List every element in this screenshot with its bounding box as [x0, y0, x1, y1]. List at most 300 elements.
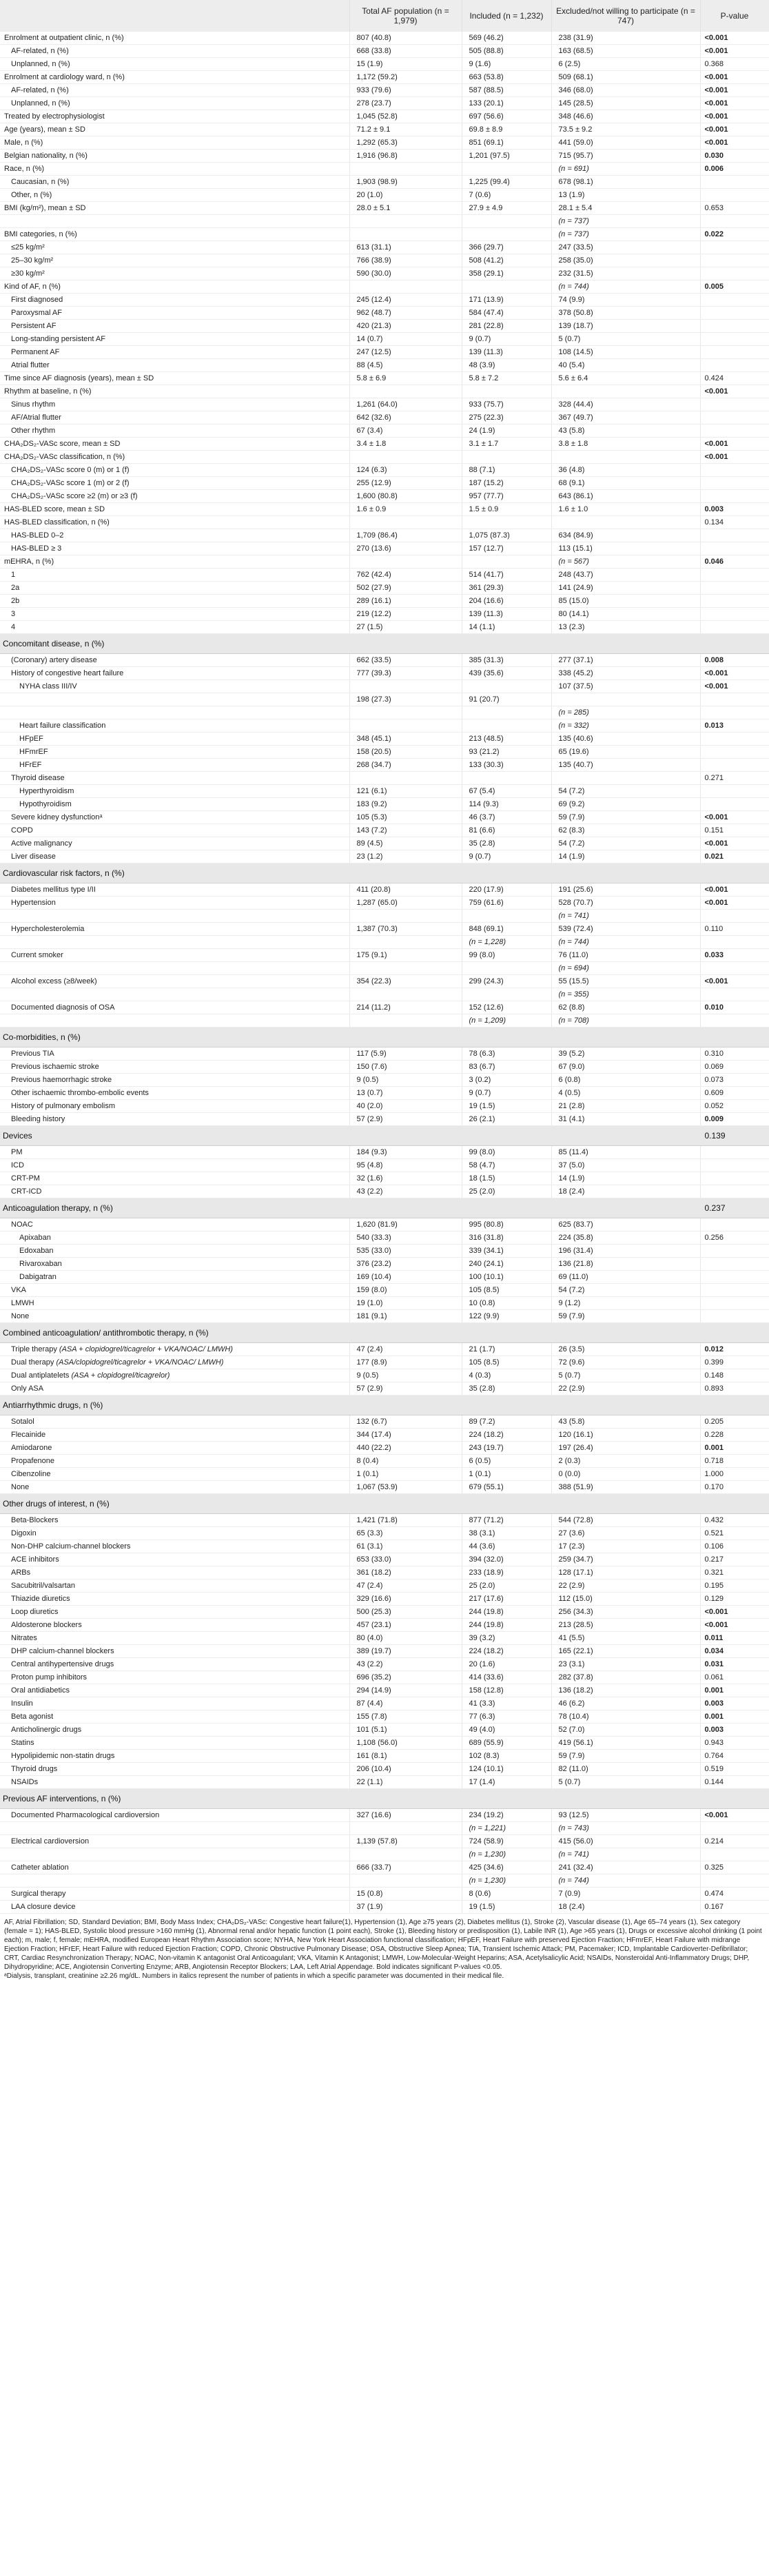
row-label [0, 1684, 349, 1697]
cell-p-value [700, 1271, 769, 1284]
row-label-text: CHA₂DS₂-VASc score 0 (m) or 1 (f) [11, 465, 130, 474]
cell-excluded: 277 (37.1) [551, 654, 700, 667]
cell-total: 121 (6.1) [349, 785, 462, 798]
table-row [0, 150, 769, 163]
cell-p-value: 0.432 [700, 1514, 769, 1527]
row-label-text: Current smoker [11, 950, 63, 959]
row-label-text: Previous TIA [11, 1049, 54, 1058]
table-row [0, 1271, 769, 1284]
cell-excluded: 128 (17.1) [551, 1566, 700, 1580]
table-row [0, 176, 769, 189]
cell-included: 157 (12.7) [462, 542, 551, 555]
cell-p-value: <0.001 [700, 837, 769, 850]
table-row [0, 477, 769, 490]
table-row [0, 1809, 769, 1822]
table-row [0, 97, 769, 110]
cell-excluded: 346 (68.0) [551, 84, 700, 97]
row-label-text: 1 [11, 570, 16, 579]
cell-p-value [700, 693, 769, 706]
row-label [0, 1809, 349, 1822]
cell-total: 535 (33.0) [349, 1245, 462, 1258]
cell-p-value: <0.001 [700, 811, 769, 824]
row-label-text: ICD [11, 1161, 24, 1169]
table-row [0, 1527, 769, 1540]
cell-excluded: 5 (0.7) [551, 1776, 700, 1789]
cell-excluded: 62 (8.8) [551, 1001, 700, 1014]
cell-included: 385 (31.3) [462, 654, 551, 667]
row-label [0, 464, 349, 477]
cell-p-value: 0.217 [700, 1553, 769, 1566]
cell-included: 48 (3.9) [462, 359, 551, 372]
row-label-text: Heart failure classification [19, 721, 106, 730]
cell-included: 100 (10.1) [462, 1271, 551, 1284]
section-p-value [700, 863, 769, 883]
cell-total: 40 (2.0) [349, 1100, 462, 1113]
cell-total: 161 (8.1) [349, 1750, 462, 1763]
cell-included: 44 (3.6) [462, 1540, 551, 1553]
row-label-text: Sinus rhythm [11, 400, 56, 409]
table-row [0, 988, 769, 1001]
cell-total: 1,045 (52.8) [349, 110, 462, 123]
cell-excluded: 54 (7.2) [551, 785, 700, 798]
cell-total: 502 (27.9) [349, 582, 462, 595]
cell-total: 158 (20.5) [349, 746, 462, 759]
cell-total: 155 (7.8) [349, 1710, 462, 1724]
cell-total [349, 962, 462, 975]
section-title: Antiarrhythmic drugs, n (%) [0, 1396, 700, 1415]
table-row [0, 1100, 769, 1113]
cell-total: 662 (33.5) [349, 654, 462, 667]
table-row [0, 464, 769, 477]
cell-excluded: 108 (14.5) [551, 346, 700, 359]
row-label [0, 785, 349, 798]
cell-total [349, 555, 462, 569]
row-label-text: 4 [11, 622, 16, 631]
table-row [0, 1113, 769, 1126]
table-row [0, 1146, 769, 1159]
cell-included: 851 (69.1) [462, 136, 551, 150]
cell-p-value [700, 477, 769, 490]
table-row [0, 451, 769, 464]
cell-included: 8 (0.6) [462, 1888, 551, 1901]
row-label [0, 1619, 349, 1632]
cell-included: 41 (3.3) [462, 1697, 551, 1710]
cell-p-value [700, 621, 769, 634]
row-label-text: LAA closure device [11, 1902, 76, 1911]
cell-total: 219 (12.2) [349, 608, 462, 621]
row-label [0, 372, 349, 385]
cell-total [349, 910, 462, 923]
row-label [0, 228, 349, 241]
cell-p-value: 0.110 [700, 923, 769, 936]
table-body [0, 32, 769, 1914]
cell-p-value [700, 1848, 769, 1861]
cell-included: 49 (4.0) [462, 1724, 551, 1737]
table-row [0, 71, 769, 84]
row-label-text: Flecainide [11, 1430, 46, 1439]
table-row [0, 136, 769, 150]
row-label [0, 1514, 349, 1527]
cell-p-value: <0.001 [700, 71, 769, 84]
cell-p-value: 0.005 [700, 280, 769, 294]
table-row [0, 333, 769, 346]
cell-included: 77 (6.3) [462, 1710, 551, 1724]
table-row [0, 1724, 769, 1737]
row-label-text: Documented Pharmacological cardioversion [11, 1810, 160, 1819]
table-row [0, 582, 769, 595]
cell-included: 584 (47.4) [462, 307, 551, 320]
row-label-text: VKA [11, 1285, 27, 1294]
cell-included: 88 (7.1) [462, 464, 551, 477]
cell-included: 24 (1.9) [462, 425, 551, 438]
table-row [0, 1645, 769, 1658]
cell-excluded: 78 (10.4) [551, 1710, 700, 1724]
cell-total [349, 451, 462, 464]
row-label [0, 97, 349, 110]
cell-included: 224 (18.2) [462, 1645, 551, 1658]
table-row [0, 897, 769, 910]
cell-p-value [700, 1146, 769, 1159]
row-label [0, 307, 349, 320]
cell-total [349, 1874, 462, 1888]
cell-p-value: 0.424 [700, 372, 769, 385]
header-label [0, 0, 349, 32]
row-label [0, 1297, 349, 1310]
cell-excluded: 22 (2.9) [551, 1580, 700, 1593]
row-label [0, 811, 349, 824]
row-label [0, 1861, 349, 1874]
section-header-row [0, 1028, 769, 1047]
row-label [0, 975, 349, 988]
table-row [0, 32, 769, 45]
cell-included: 122 (9.9) [462, 1310, 551, 1323]
cell-total: 22 (1.1) [349, 1776, 462, 1789]
cell-total: 13 (0.7) [349, 1087, 462, 1100]
row-label [0, 582, 349, 595]
cell-included [462, 719, 551, 733]
cell-included: 425 (34.6) [462, 1861, 551, 1874]
cell-excluded: 135 (40.6) [551, 733, 700, 746]
cell-included: 19 (1.5) [462, 1100, 551, 1113]
row-label-text: CRT-ICD [11, 1187, 42, 1196]
cell-p-value [700, 1310, 769, 1323]
section-title: Combined anticoagulation/ antithrombotic therapy, n (%) [0, 1323, 700, 1343]
cell-excluded: 113 (15.1) [551, 542, 700, 555]
row-label [0, 189, 349, 202]
row-label-text: Caucasian, n (%) [11, 177, 70, 186]
cell-included: 366 (29.7) [462, 241, 551, 254]
row-label [0, 1566, 349, 1580]
row-label-text: Catheter ablation [11, 1863, 69, 1872]
cell-p-value: 0.052 [700, 1100, 769, 1113]
cell-excluded: 80 (14.1) [551, 608, 700, 621]
cell-included: 240 (24.1) [462, 1258, 551, 1271]
cell-p-value: <0.001 [700, 438, 769, 451]
cell-included: 83 (6.7) [462, 1061, 551, 1074]
row-label [0, 555, 349, 569]
table-row [0, 490, 769, 503]
cell-included: 35 (2.8) [462, 837, 551, 850]
cell-p-value [700, 1245, 769, 1258]
row-label [0, 608, 349, 621]
cell-included [462, 706, 551, 719]
cell-total: 43 (2.2) [349, 1185, 462, 1198]
footnote-abbreviations: AF, Atrial Fibrillation; SD, Standard Deviation; BMI, Body Mass Index; CHA₂DS₂-VASc: Congestive heart failure(1), Hypertension (1), Age ≥75 years (2), Diabetes mellitus (1), Stroke (2), Vascular disease (1), Age 65–74 years (1), Sex category (female = 1); HAS-BLED, Systolic blood pressure >160 mmHg (1), Abnormal renal and/or hepatic function (1 point each), Stroke (1), Bleeding history or predisposition (1), Labile INR (1), Age >65 years (1), Drugs or excessive alcohol drinking (1 point each); m, male; f, female; mEHRA, modified European Heart Rhythm Association score; NYHA, New York Heart Association functional classification; HFpEF, Heart Failure with preserved Ejection Fraction; HFmrEF, Heart Failure with midrange Ejection Fraction; HFrEF, Heart Failure with reduced Ejection Fraction; COPD, Chronic Obstructive Pulmonary Disease; OSA, Obstructive Sleep Apnea; TIA, Transient Ischemic Attack; PM, Pacemaker; ICD, Implantable Cardioverter-Defibrillator; CRT, Cardiac Resynchronization Therapy; NOAC, Non-vitamin K antagonist Oral Anticoagulant; VKA, Vitamin K Antagonist; LMWH, Low-Molecular-Weight Heparins; ASA, Acetylsalicylic Acid; NSAIDs, Nonsteroidal Anti-Inflammatory Drugs; DHP, Dihydropyridine; ACE, Angiotensin Converting Enzyme; ARB, Angiotensin Receptor Blockers; LAA, Left Atrial Appendage. Bold indicates significant P-values <0.05. [4, 1919, 762, 1971]
table-row [0, 608, 769, 621]
cell-p-value: 0.521 [700, 1527, 769, 1540]
row-label-text: Beta agonist [11, 1712, 54, 1721]
cell-excluded: 41 (5.5) [551, 1632, 700, 1645]
row-label [0, 1468, 349, 1481]
table-row [0, 1468, 769, 1481]
cell-excluded: (n = 355) [551, 988, 700, 1001]
cell-included: 1,075 (87.3) [462, 529, 551, 542]
cell-included: 69.8 ± 8.9 [462, 123, 551, 136]
row-label [0, 1822, 349, 1835]
cell-total: 696 (35.2) [349, 1671, 462, 1684]
row-label [0, 569, 349, 582]
cell-excluded: 21 (2.8) [551, 1100, 700, 1113]
cell-included: 5.8 ± 7.2 [462, 372, 551, 385]
row-label-text: Hypolipidemic non-statin drugs [11, 1751, 115, 1760]
row-label-text: Thyroid drugs [11, 1764, 58, 1773]
row-label-text: Previous haemorrhagic stroke [11, 1075, 112, 1084]
row-label [0, 1271, 349, 1284]
row-label-text: mEHRA, n (%) [4, 557, 54, 566]
cell-total: 15 (0.8) [349, 1888, 462, 1901]
cell-excluded: 37 (5.0) [551, 1159, 700, 1172]
table-row [0, 693, 769, 706]
cell-p-value: 0.106 [700, 1540, 769, 1553]
cell-total [349, 385, 462, 398]
cell-p-value: 0.205 [700, 1415, 769, 1429]
cell-excluded: 388 (51.9) [551, 1481, 700, 1494]
cell-included: 91 (20.7) [462, 693, 551, 706]
cell-excluded: 634 (84.9) [551, 529, 700, 542]
table-row [0, 1553, 769, 1566]
cell-total: 1,067 (53.9) [349, 1481, 462, 1494]
cell-p-value [700, 785, 769, 798]
cell-included [462, 772, 551, 785]
row-label [0, 1343, 349, 1356]
cell-p-value [700, 333, 769, 346]
cell-total: 270 (13.6) [349, 542, 462, 555]
cell-p-value: <0.001 [700, 136, 769, 150]
cell-excluded: 59 (7.9) [551, 811, 700, 824]
cell-total: 88 (4.5) [349, 359, 462, 372]
row-label [0, 1901, 349, 1914]
table-row [0, 811, 769, 824]
cell-excluded: 539 (72.4) [551, 923, 700, 936]
cell-total: 327 (16.6) [349, 1809, 462, 1822]
table-row [0, 228, 769, 241]
cell-included: 1.5 ± 0.9 [462, 503, 551, 516]
cell-total: 762 (42.4) [349, 569, 462, 582]
cell-excluded: 256 (34.3) [551, 1606, 700, 1619]
row-label [0, 733, 349, 746]
row-label [0, 490, 349, 503]
cell-excluded: 282 (37.8) [551, 1671, 700, 1684]
table-row [0, 1606, 769, 1619]
cell-total [349, 516, 462, 529]
cell-included: 514 (41.7) [462, 569, 551, 582]
cell-p-value: 0.943 [700, 1737, 769, 1750]
row-label-text: Oral antidiabetics [11, 1686, 70, 1695]
cell-included: 19 (1.5) [462, 1901, 551, 1914]
cell-p-value [700, 1218, 769, 1231]
row-label-text: CHA₂DS₂-VASc score 1 (m) or 2 (f) [11, 478, 130, 487]
cell-excluded: 76 (11.0) [551, 949, 700, 962]
cell-excluded: 544 (72.8) [551, 1514, 700, 1527]
cell-p-value: 0.195 [700, 1580, 769, 1593]
row-label-text: AF-related, n (%) [11, 46, 69, 55]
cell-total: 124 (6.3) [349, 464, 462, 477]
cell-included: 224 (18.2) [462, 1429, 551, 1442]
cell-total [349, 1014, 462, 1028]
row-label-text: Only ASA [11, 1384, 44, 1393]
row-label [0, 1776, 349, 1789]
row-label-text: Alcohol excess (≥8/week) [11, 977, 97, 985]
table-row [0, 280, 769, 294]
cell-p-value: 0.030 [700, 150, 769, 163]
row-label-text: HAS-BLED ≥ 3 [11, 544, 62, 553]
cell-included: 39 (3.2) [462, 1632, 551, 1645]
cell-included: 724 (58.9) [462, 1835, 551, 1848]
cell-included: 1 (0.1) [462, 1468, 551, 1481]
cell-total: 28.0 ± 5.1 [349, 202, 462, 215]
cell-excluded: 112 (15.0) [551, 1593, 700, 1606]
cell-p-value [700, 1284, 769, 1297]
cell-included: 89 (7.2) [462, 1415, 551, 1429]
table-row [0, 411, 769, 425]
cell-excluded: 18 (2.4) [551, 1185, 700, 1198]
cell-excluded [551, 693, 700, 706]
cell-included: 587 (88.5) [462, 84, 551, 97]
cell-p-value [700, 267, 769, 280]
table-row [0, 294, 769, 307]
cell-included: 508 (41.2) [462, 254, 551, 267]
row-label [0, 910, 349, 923]
table-row [0, 529, 769, 542]
cell-p-value: 0.001 [700, 1710, 769, 1724]
cell-excluded: 73.5 ± 9.2 [551, 123, 700, 136]
cell-included: 67 (5.4) [462, 785, 551, 798]
cell-included: 14 (1.1) [462, 621, 551, 634]
cell-excluded: 72 (9.6) [551, 1356, 700, 1369]
cell-excluded: 22 (2.9) [551, 1382, 700, 1396]
table-row [0, 1822, 769, 1835]
cell-included: 99 (8.0) [462, 949, 551, 962]
cell-p-value: 0.167 [700, 1901, 769, 1914]
cell-p-value: 0.001 [700, 1442, 769, 1455]
cell-p-value [700, 254, 769, 267]
row-label-text: Hyperthyroidism [19, 786, 74, 795]
cell-p-value: 0.073 [700, 1074, 769, 1087]
cell-p-value: 0.228 [700, 1429, 769, 1442]
cell-p-value: 1.000 [700, 1468, 769, 1481]
row-label [0, 1763, 349, 1776]
row-label-text: Long-standing persistent AF [11, 334, 105, 343]
cell-p-value [700, 988, 769, 1001]
cell-included: 187 (15.2) [462, 477, 551, 490]
table-row [0, 975, 769, 988]
cell-total: 159 (8.0) [349, 1284, 462, 1297]
row-label [0, 1645, 349, 1658]
cell-p-value: 0.129 [700, 1593, 769, 1606]
cell-excluded: 59 (7.9) [551, 1750, 700, 1763]
row-label [0, 1369, 349, 1382]
cell-total: 143 (7.2) [349, 824, 462, 837]
cell-total: 20 (1.0) [349, 189, 462, 202]
cell-p-value: 0.325 [700, 1861, 769, 1874]
cell-included: 204 (16.6) [462, 595, 551, 608]
section-header-row [0, 634, 769, 654]
row-label-text: NYHA class III/IV [19, 682, 77, 691]
cell-included: 171 (13.9) [462, 294, 551, 307]
cell-excluded: 31 (4.1) [551, 1113, 700, 1126]
cell-excluded: 241 (32.4) [551, 1861, 700, 1874]
cell-included: 234 (19.2) [462, 1809, 551, 1822]
table-row [0, 1697, 769, 1710]
row-label-text: Cibenzoline [11, 1469, 51, 1478]
cell-total [349, 215, 462, 228]
cell-excluded: (n = 743) [551, 1822, 700, 1835]
row-label-text: Statins [11, 1738, 34, 1747]
cell-total: 3.4 ± 1.8 [349, 438, 462, 451]
cell-total: 653 (33.0) [349, 1553, 462, 1566]
table-row [0, 719, 769, 733]
row-label [0, 1100, 349, 1113]
cell-p-value [700, 542, 769, 555]
cell-included: (n = 1,230) [462, 1874, 551, 1888]
cell-included: 505 (88.8) [462, 45, 551, 58]
cell-total: 1,139 (57.8) [349, 1835, 462, 1848]
row-label [0, 110, 349, 123]
cell-p-value: <0.001 [700, 1606, 769, 1619]
row-label-text: Documented diagnosis of OSA [11, 1003, 115, 1012]
cell-total: 361 (18.2) [349, 1566, 462, 1580]
cell-included: 957 (77.7) [462, 490, 551, 503]
cell-p-value: <0.001 [700, 975, 769, 988]
cell-p-value: 0.008 [700, 654, 769, 667]
row-label-text: NOAC [11, 1220, 33, 1229]
row-label-detail: (ASA + clopidogrel/ticagrelor) [71, 1371, 170, 1380]
row-label-text: Nitrates [11, 1633, 37, 1642]
cell-included: 394 (32.0) [462, 1553, 551, 1566]
row-label-text: Male, n (%) [4, 138, 43, 147]
cell-p-value [700, 595, 769, 608]
cell-excluded: 9 (1.2) [551, 1297, 700, 1310]
cell-total: 247 (12.5) [349, 346, 462, 359]
table-row [0, 1861, 769, 1874]
row-label-text: Atrial flutter [11, 360, 50, 369]
cell-included [462, 385, 551, 398]
cell-total: 1,916 (96.8) [349, 150, 462, 163]
cell-total: 8 (0.4) [349, 1455, 462, 1468]
cell-p-value [700, 910, 769, 923]
table-row [0, 1001, 769, 1014]
cell-included [462, 215, 551, 228]
cell-total: 95 (4.8) [349, 1159, 462, 1172]
cell-excluded: 232 (31.5) [551, 267, 700, 280]
cell-p-value: 0.031 [700, 1658, 769, 1671]
row-label-text: Bleeding history [11, 1114, 65, 1123]
table-row [0, 1087, 769, 1100]
row-label [0, 1632, 349, 1645]
cell-included: 9 (0.7) [462, 1087, 551, 1100]
cell-included: 18 (1.5) [462, 1172, 551, 1185]
cell-p-value [700, 798, 769, 811]
